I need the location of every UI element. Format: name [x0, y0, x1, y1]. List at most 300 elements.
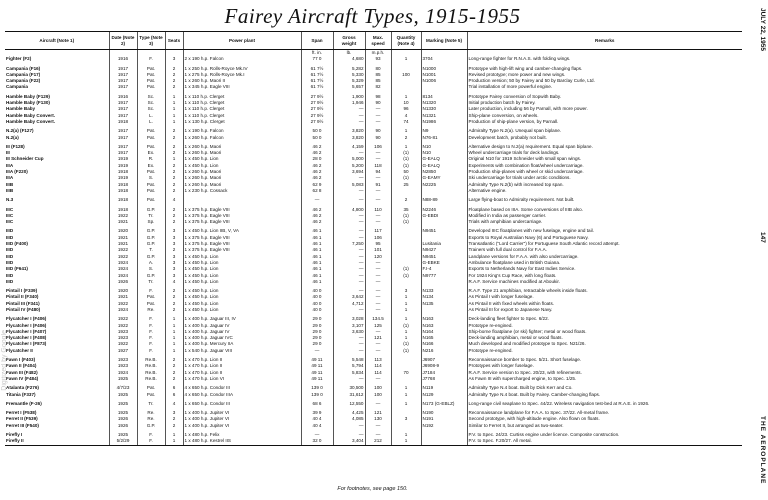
- cell-gross-weight: 4,712: [333, 301, 365, 307]
- cell-type: G.P.: [137, 273, 165, 279]
- cell-span: 61 7½: [301, 72, 333, 78]
- cell-gross-weight: —: [333, 335, 365, 341]
- cell-seats: 3: [165, 254, 183, 260]
- cell-type: L.: [137, 113, 165, 119]
- cell-aircraft: Campania: [6, 84, 28, 90]
- cell-gross-weight: 4,800: [333, 207, 365, 213]
- cell-span: 28 0: [301, 156, 333, 162]
- cell-date: 1917: [109, 144, 137, 150]
- cell-aircraft: Fawn I (F403): [6, 357, 36, 363]
- cell-span: 46 2: [301, 163, 333, 169]
- header-seats: Seats: [165, 32, 183, 50]
- cell-date: 1918: [109, 197, 137, 203]
- cell-type: Re.: [137, 416, 165, 422]
- cell-type: Re.B.: [137, 376, 165, 382]
- cell-date: 4/7/23: [109, 385, 137, 391]
- cell-remarks: Alternative engine.: [467, 188, 742, 194]
- cell-span: 50 0: [301, 135, 333, 141]
- cell-gross-weight: 5,282: [333, 66, 365, 72]
- cell-gross-weight: 3,028: [333, 316, 365, 322]
- cell-max-speed: 114: [365, 363, 391, 369]
- cell-aircraft: IIIC: [6, 206, 14, 212]
- cell-gross-weight: 30,500: [333, 385, 365, 391]
- cell-span: 62 9: [301, 182, 333, 188]
- table-row: [5, 438, 742, 445]
- cell-gross-weight: 4,085: [333, 416, 365, 422]
- cell-marking: N76-81: [421, 135, 467, 141]
- aircraft-types-table: [5, 31, 742, 446]
- cell-seats: 2: [165, 363, 183, 369]
- cell-gross-weight: —: [333, 432, 365, 438]
- cell-span: 29 0: [301, 316, 333, 322]
- cell-power-plant: 2 x 190 h.p. Falcon: [183, 56, 301, 62]
- cell-span: 46 1: [301, 273, 333, 279]
- cell-seats: 2: [165, 72, 183, 78]
- cell-gross-weight: 5,083: [333, 182, 365, 188]
- cell-span: 61 7½: [301, 84, 333, 90]
- cell-max-speed: —: [365, 279, 391, 285]
- cell-gross-weight: 5,657: [333, 84, 365, 90]
- cell-gross-weight: 3,820: [333, 135, 365, 141]
- cell-gross-weight: —: [333, 119, 365, 125]
- cell-power-plant: 4 x 650 h.p. Condor IIIA: [183, 392, 301, 398]
- cell-gross-weight: —: [333, 219, 365, 225]
- cell-seats: 1: [165, 341, 183, 347]
- cell-seats: 2: [165, 423, 183, 429]
- cell-seats: 2: [165, 370, 183, 376]
- cell-remarks: R.A.F. Service version to Spec. 20/23, with refinements.: [467, 370, 742, 376]
- cell-power-plant: 1 x 345 h.p. Eagle VIII: [183, 84, 301, 90]
- cell-seats: 2: [165, 135, 183, 141]
- cell-power-plant: 1 x 470 h.p. Lion II: [183, 357, 301, 363]
- cell-quantity: 1: [391, 94, 421, 100]
- cell-date: 1919: [109, 163, 137, 169]
- cell-remarks: Development batch, probably not built.: [467, 135, 742, 141]
- cell-quantity: 2: [391, 197, 421, 203]
- cell-quantity: (1): [391, 175, 421, 181]
- cell-max-speed: 100: [365, 385, 391, 391]
- cell-type: Tr.: [137, 279, 165, 285]
- cell-aircraft: Atalanta (F276): [6, 385, 39, 391]
- footnote: For footnotes, see page 150.: [337, 486, 408, 492]
- cell-gross-weight: 3,404: [333, 438, 365, 445]
- cell-aircraft: Flycatcher I (F873): [6, 341, 47, 347]
- cell-marking: N2246: [421, 207, 467, 213]
- cell-seats: 1: [165, 335, 183, 341]
- cell-span: 46 2: [301, 144, 333, 150]
- cell-marking: G-EBKE: [421, 260, 467, 266]
- cell-marking: N1000: [421, 66, 467, 72]
- cell-aircraft: Flycatcher II: [6, 347, 33, 353]
- cell-marking: N166: [421, 341, 467, 347]
- cell-power-plant: 1 x 450 h.p. Lion: [183, 260, 301, 266]
- cell-marking: [421, 438, 467, 445]
- watermark: Digitized by Google: [1, 330, 8, 391]
- cell-remarks: As Pintail II with fixed wheels within floats.: [467, 301, 742, 307]
- cell-gross-weight: —: [333, 254, 365, 260]
- cell-seats: 2: [165, 294, 183, 300]
- cell-date: 1923: [109, 329, 137, 335]
- cell-seats: 3: [165, 235, 183, 241]
- cell-date: 1926: [109, 423, 137, 429]
- cell-date: 1917: [109, 106, 137, 112]
- cell-span: 29 0: [301, 323, 333, 329]
- cell-marking: N1986: [421, 119, 467, 125]
- cell-seats: 2: [165, 66, 183, 72]
- cell-quantity: 50: [391, 169, 421, 175]
- cell-max-speed: 90: [365, 100, 391, 106]
- cell-quantity: 1: [391, 432, 421, 438]
- cell-power-plant: 1 x 260 h.p. Maori: [183, 150, 301, 156]
- cell-remarks: As Pintail III for export to Japanese Navy.: [467, 307, 742, 313]
- cell-type: L.: [137, 119, 165, 125]
- cell-type: R.: [137, 156, 165, 162]
- cell-span: 46 1: [301, 266, 333, 272]
- cell-power-plant: 1 x 275 h.p. Rolls-Royce Mk.I: [183, 72, 301, 78]
- cell-gross-weight: —: [333, 150, 365, 156]
- cell-quantity: 74: [391, 119, 421, 125]
- cell-quantity: 25: [391, 182, 421, 188]
- cell-marking: N119: [421, 385, 467, 391]
- cell-gross-weight: —: [333, 260, 365, 266]
- cell-max-speed: —: [365, 119, 391, 125]
- cell-gross-weight: —: [333, 228, 365, 234]
- cell-span: 39 9: [301, 410, 333, 416]
- cell-aircraft: Pintail III (F341): [6, 300, 40, 306]
- cell-date: 1919: [109, 156, 137, 162]
- cell-date: 1921: [109, 219, 137, 225]
- cell-type: Re.: [137, 307, 165, 313]
- cell-span: 50 0: [301, 128, 333, 134]
- cell-gross-weight: 7,250: [333, 241, 365, 247]
- cell-seats: 2: [165, 219, 183, 225]
- cell-seats: 1: [165, 323, 183, 329]
- cell-aircraft: Flycatcher I (F407): [6, 328, 47, 334]
- cell-seats: 2: [165, 213, 183, 219]
- cell-seats: 1: [165, 438, 183, 445]
- cell-quantity: 1: [391, 56, 421, 62]
- cell-gross-weight: —: [333, 188, 365, 194]
- cell-remarks: Prototype with high-lift wing and camber-changing flaps.: [467, 66, 742, 72]
- cell-aircraft: Fighter (F2): [6, 56, 32, 62]
- cell-max-speed: —: [365, 175, 391, 181]
- cell-aircraft: Hamble Baby Convert.: [6, 118, 56, 124]
- cell-remarks: Revised prototype; more power and new wings.: [467, 72, 742, 78]
- cell-remarks: Deck-landing fleet fighter to Spec. 6/22.: [467, 316, 742, 322]
- cell-seats: 4: [165, 197, 183, 203]
- cell-quantity: (1): [391, 150, 421, 156]
- cell-seats: 1: [165, 100, 183, 106]
- cell-type: F.: [137, 348, 165, 354]
- cell-remarks: Wheel undercarriage trials for deck landings.: [467, 150, 742, 156]
- cell-remarks: Reconnaissance landplane for F.A.A. to Spec. 37/22. All-metal frame.: [467, 410, 742, 416]
- cell-date: 1926: [109, 279, 137, 285]
- cell-date: 1922: [109, 323, 137, 329]
- cell-aircraft: Campania (F16): [6, 65, 41, 71]
- cell-gross-weight: 5,200: [333, 163, 365, 169]
- cell-date: 1920: [109, 228, 137, 234]
- cell-power-plant: 1 x 260 h.p. Maori: [183, 182, 301, 188]
- cell-max-speed: —: [365, 266, 391, 272]
- cell-span: 49 11: [301, 376, 333, 382]
- cell-date: 1917: [109, 150, 137, 156]
- cell-aircraft: IIID: [6, 259, 14, 265]
- cell-remarks: Long-range fighter for R.N.A.S. with folding wings.: [467, 56, 742, 62]
- cell-span: 27 9½: [301, 113, 333, 119]
- cell-type: G.P.: [137, 241, 165, 247]
- cell-span: 32 0: [301, 438, 333, 445]
- page-number: 147: [759, 232, 766, 243]
- cell-date: 1924: [109, 273, 137, 279]
- cell-seats: 2: [165, 357, 183, 363]
- cell-quantity: 70: [391, 370, 421, 376]
- cell-type: G.P.: [137, 254, 165, 260]
- cell-date: 1918: [109, 169, 137, 175]
- cell-power-plant: 1 x 450 h.p. Lion: [183, 307, 301, 313]
- cell-max-speed: 118: [365, 163, 391, 169]
- cell-max-speed: 80: [365, 66, 391, 72]
- cell-quantity: 1: [391, 438, 421, 445]
- header-span: Span: [301, 32, 333, 50]
- cell-power-plant: 1 x 480 h.p. Kestrel IIS: [183, 438, 301, 445]
- cell-quantity: 96: [391, 106, 421, 112]
- cell-date: 1924: [109, 260, 137, 266]
- cell-type: Tr.: [137, 213, 165, 219]
- cell-span: 49 11: [301, 363, 333, 369]
- cell-type: Re.B.: [137, 363, 165, 369]
- cell-gross-weight: 4,425: [333, 410, 365, 416]
- cell-type: Pat.: [137, 78, 165, 84]
- cell-remarks: Similar to Ferret II, but arranged as two-seater.: [467, 423, 742, 429]
- cell-remarks: Transatlantic ("Lord Carrier") for Portuguese South Atlantic record attempt.: [467, 241, 742, 247]
- cell-aircraft: Fawn III (F482): [6, 369, 38, 375]
- cell-remarks: P.V. to Spec. F.20/27. All metal.: [467, 438, 742, 445]
- cell-date: 1921: [109, 241, 137, 247]
- cell-type: Pat.: [137, 135, 165, 141]
- cell-span: 46 1: [301, 279, 333, 285]
- cell-max-speed: 93: [365, 56, 391, 62]
- cell-gross-weight: —: [333, 376, 365, 382]
- cell-type: F.: [137, 316, 165, 322]
- cell-aircraft: Hamble Baby Convert.: [6, 112, 56, 118]
- cell-aircraft: Ferret II (F539): [6, 416, 38, 422]
- cell-max-speed: 101: [365, 247, 391, 253]
- cell-max-speed: —: [365, 341, 391, 347]
- cell-power-plant: 1 x 110 h.p. Clerget: [183, 100, 301, 106]
- cell-max-speed: 94: [365, 169, 391, 175]
- cell-seats: 2: [165, 247, 183, 253]
- cell-marking: J6908-9: [421, 363, 467, 369]
- cell-date: 1916: [109, 56, 137, 62]
- cell-power-plant: 1 x 450 h.p. Lion: [183, 163, 301, 169]
- cell-gross-weight: —: [333, 213, 365, 219]
- cell-marking: N173 (G-EBLZ): [421, 401, 467, 407]
- cell-marking: N216: [421, 348, 467, 354]
- cell-max-speed: —: [365, 113, 391, 119]
- cell-quantity: 1: [391, 144, 421, 150]
- cell-type: A.: [137, 260, 165, 266]
- cell-max-speed: 95: [365, 241, 391, 247]
- cell-power-plant: 1 x 470 h.p. Lion II: [183, 363, 301, 369]
- cell-span: 49 11: [301, 370, 333, 376]
- cell-max-speed: 130: [365, 416, 391, 422]
- cell-aircraft: Hamble Baby (F129): [6, 93, 50, 99]
- cell-power-plant: 1 x 450 h.p. Lion: [183, 156, 301, 162]
- cell-quantity: (1): [391, 163, 421, 169]
- cell-remarks: Admiralty Type N.2(b) with increased top span.: [467, 182, 742, 188]
- cell-max-speed: —: [365, 260, 391, 266]
- cell-power-plant: 1 x 260 h.p. Maori II: [183, 78, 301, 84]
- cell-gross-weight: —: [333, 341, 365, 347]
- cell-aircraft: IIIA: [6, 175, 14, 181]
- cell-aircraft: Pintail I (F339): [6, 288, 38, 294]
- cell-aircraft: Pintail IV (F480): [6, 306, 41, 312]
- cell-aircraft: IIIB: [6, 187, 14, 193]
- cell-span: 46 1: [301, 235, 333, 241]
- unit-speed: m.p.h.: [365, 50, 391, 57]
- cell-quantity: 4: [391, 113, 421, 119]
- cell-power-plant: 1 x 400 h.p. Jaguar IV: [183, 323, 301, 329]
- cell-quantity: 1: [391, 329, 421, 335]
- cell-quantity: 35: [391, 207, 421, 213]
- cell-seats: 2: [165, 207, 183, 213]
- cell-aircraft: N.2(a) (F127): [6, 128, 34, 134]
- cell-quantity: 1: [391, 401, 421, 407]
- cell-seats: 2: [165, 169, 183, 175]
- cell-span: 61 7½: [301, 66, 333, 72]
- cell-remarks: Landplane versions for F.A.A. with also undercarriage.: [467, 254, 742, 260]
- cell-quantity: (1): [391, 156, 421, 162]
- cell-marking: N88-89: [421, 197, 467, 203]
- cell-gross-weight: 5,548: [333, 357, 365, 363]
- cell-remarks: Later production, including 56 by Parnall, with more power.: [467, 106, 742, 112]
- cell-remarks: Long-range civil seaplane to Spec. 44/22. Wireless navigation test-bed at R.A.E. in 1926.: [467, 401, 742, 407]
- cell-seats: 1: [165, 348, 183, 354]
- cell-type: Sc.: [137, 94, 165, 100]
- cell-max-speed: —: [365, 401, 391, 407]
- cell-power-plant: 1 x 480 h.p. Felix: [183, 432, 301, 438]
- cell-aircraft: IIID: [6, 272, 14, 278]
- cell-marking: N1320: [421, 100, 467, 106]
- cell-remarks: Trainers with full dual control for F.A.A.: [467, 247, 742, 253]
- cell-marking: N133: [421, 288, 467, 294]
- cell-remarks: Large flying-boat to Admiralty requirement. Not built.: [467, 197, 742, 203]
- cell-type: Pat.: [137, 72, 165, 78]
- cell-seats: 3: [165, 266, 183, 272]
- cell-marking: N9451: [421, 254, 467, 260]
- cell-type: Sc.: [137, 106, 165, 112]
- cell-type: Ex.: [137, 150, 165, 156]
- unit-span: ft. in.: [301, 50, 333, 57]
- cell-seats: 6: [165, 392, 183, 398]
- cell-gross-weight: 1,946: [333, 100, 365, 106]
- cell-seats: 2: [165, 144, 183, 150]
- cell-remarks: Trial installation of more powerful engine.: [467, 84, 742, 90]
- cell-date: 1918: [109, 119, 137, 125]
- cell-max-speed: —: [365, 106, 391, 112]
- cell-gross-weight: 5,794: [333, 363, 365, 369]
- cell-max-speed: —: [365, 213, 391, 219]
- header-max-speed: Max. speed: [365, 32, 391, 50]
- cell-type: Pat.: [137, 144, 165, 150]
- cell-power-plant: 1 x 470 h.p. Lion II: [183, 370, 301, 376]
- cell-span: 46 2: [301, 169, 333, 175]
- cell-max-speed: —: [365, 150, 391, 156]
- cell-power-plant: 1 x 450 h.p. Lion: [183, 279, 301, 285]
- cell-aircraft: Firefly I: [6, 432, 23, 438]
- cell-type: Pat.: [137, 197, 165, 203]
- cell-date: 1926: [109, 416, 137, 422]
- cell-type: Pat.: [137, 392, 165, 398]
- cell-seats: 3: [165, 260, 183, 266]
- cell-seats: 1: [165, 316, 183, 322]
- cell-remarks: P.V. to Spec. 24/23. Curtiss engine under licence. Composite construction.: [467, 432, 742, 438]
- cell-power-plant: 1 x 450 h.p. Lion: [183, 266, 301, 272]
- cell-span: 40 4: [301, 416, 333, 422]
- cell-gross-weight: —: [333, 423, 365, 429]
- cell-aircraft: IIID: [6, 247, 14, 253]
- cell-type: Ex.: [137, 163, 165, 169]
- cell-quantity: 1: [391, 128, 421, 134]
- cell-remarks: Floatplane based on IIIA. Some conversions of IIIB also.: [467, 207, 742, 213]
- cell-remarks: Ship-borne floatplane (or ski) fighter; metal or wood floats.: [467, 329, 742, 335]
- cell-gross-weight: 5,000: [333, 156, 365, 162]
- cell-marking: F.I-4: [421, 266, 467, 272]
- cell-power-plant: 1 x 110 h.p. Clerget: [183, 94, 301, 100]
- cell-gross-weight: 12,550: [333, 401, 365, 407]
- cell-seats: 2: [165, 182, 183, 188]
- cell-gross-weight: —: [333, 288, 365, 294]
- cell-seats: 3: [165, 228, 183, 234]
- issue-date: JULY 22, 1955: [759, 8, 766, 52]
- cell-span: 46 1: [301, 260, 333, 266]
- cell-quantity: 3: [391, 416, 421, 422]
- cell-seats: 3: [165, 273, 183, 279]
- cell-max-speed: —: [365, 348, 391, 354]
- cell-seats: 2: [165, 288, 183, 294]
- cell-type: G.P.: [137, 207, 165, 213]
- cell-date: 1923: [109, 357, 137, 363]
- cell-seats: 1: [165, 156, 183, 162]
- cell-gross-weight: —: [333, 279, 365, 285]
- unit-weight: lb.: [333, 50, 365, 57]
- cell-marking: N164: [421, 329, 467, 335]
- cell-marking: J6907: [421, 357, 467, 363]
- cell-seats: 2: [165, 78, 183, 84]
- cell-max-speed: 98: [365, 94, 391, 100]
- cell-type: Re.: [137, 410, 165, 416]
- cell-aircraft: N.3: [6, 197, 14, 203]
- cell-gross-weight: 5,834: [333, 370, 365, 376]
- cell-gross-weight: 3,107: [333, 323, 365, 329]
- cell-max-speed: 90: [365, 128, 391, 134]
- cell-quantity: 1: [391, 307, 421, 313]
- cell-aircraft: Campania (F17): [6, 71, 41, 77]
- cell-max-speed: 100: [365, 392, 391, 398]
- cell-aircraft: Firefly II: [5, 438, 109, 445]
- cell-seats: 2: [165, 175, 183, 181]
- cell-power-plant: 1 x 400 h.p. Jaguar IV: [183, 329, 301, 335]
- cell-remarks: Prototypes with longer fuselage.: [467, 363, 742, 369]
- cell-gross-weight: —: [333, 175, 365, 181]
- cell-gross-weight: 4,159: [333, 144, 365, 150]
- cell-seats: 1: [165, 432, 183, 438]
- cell-max-speed: 125: [365, 323, 391, 329]
- cell-date: 1921: [109, 294, 137, 300]
- cell-quantity: (1): [391, 213, 421, 219]
- cell-power-plant: 4 x 650 h.p. Condor III: [183, 385, 301, 391]
- cell-marking: N192: [421, 423, 467, 429]
